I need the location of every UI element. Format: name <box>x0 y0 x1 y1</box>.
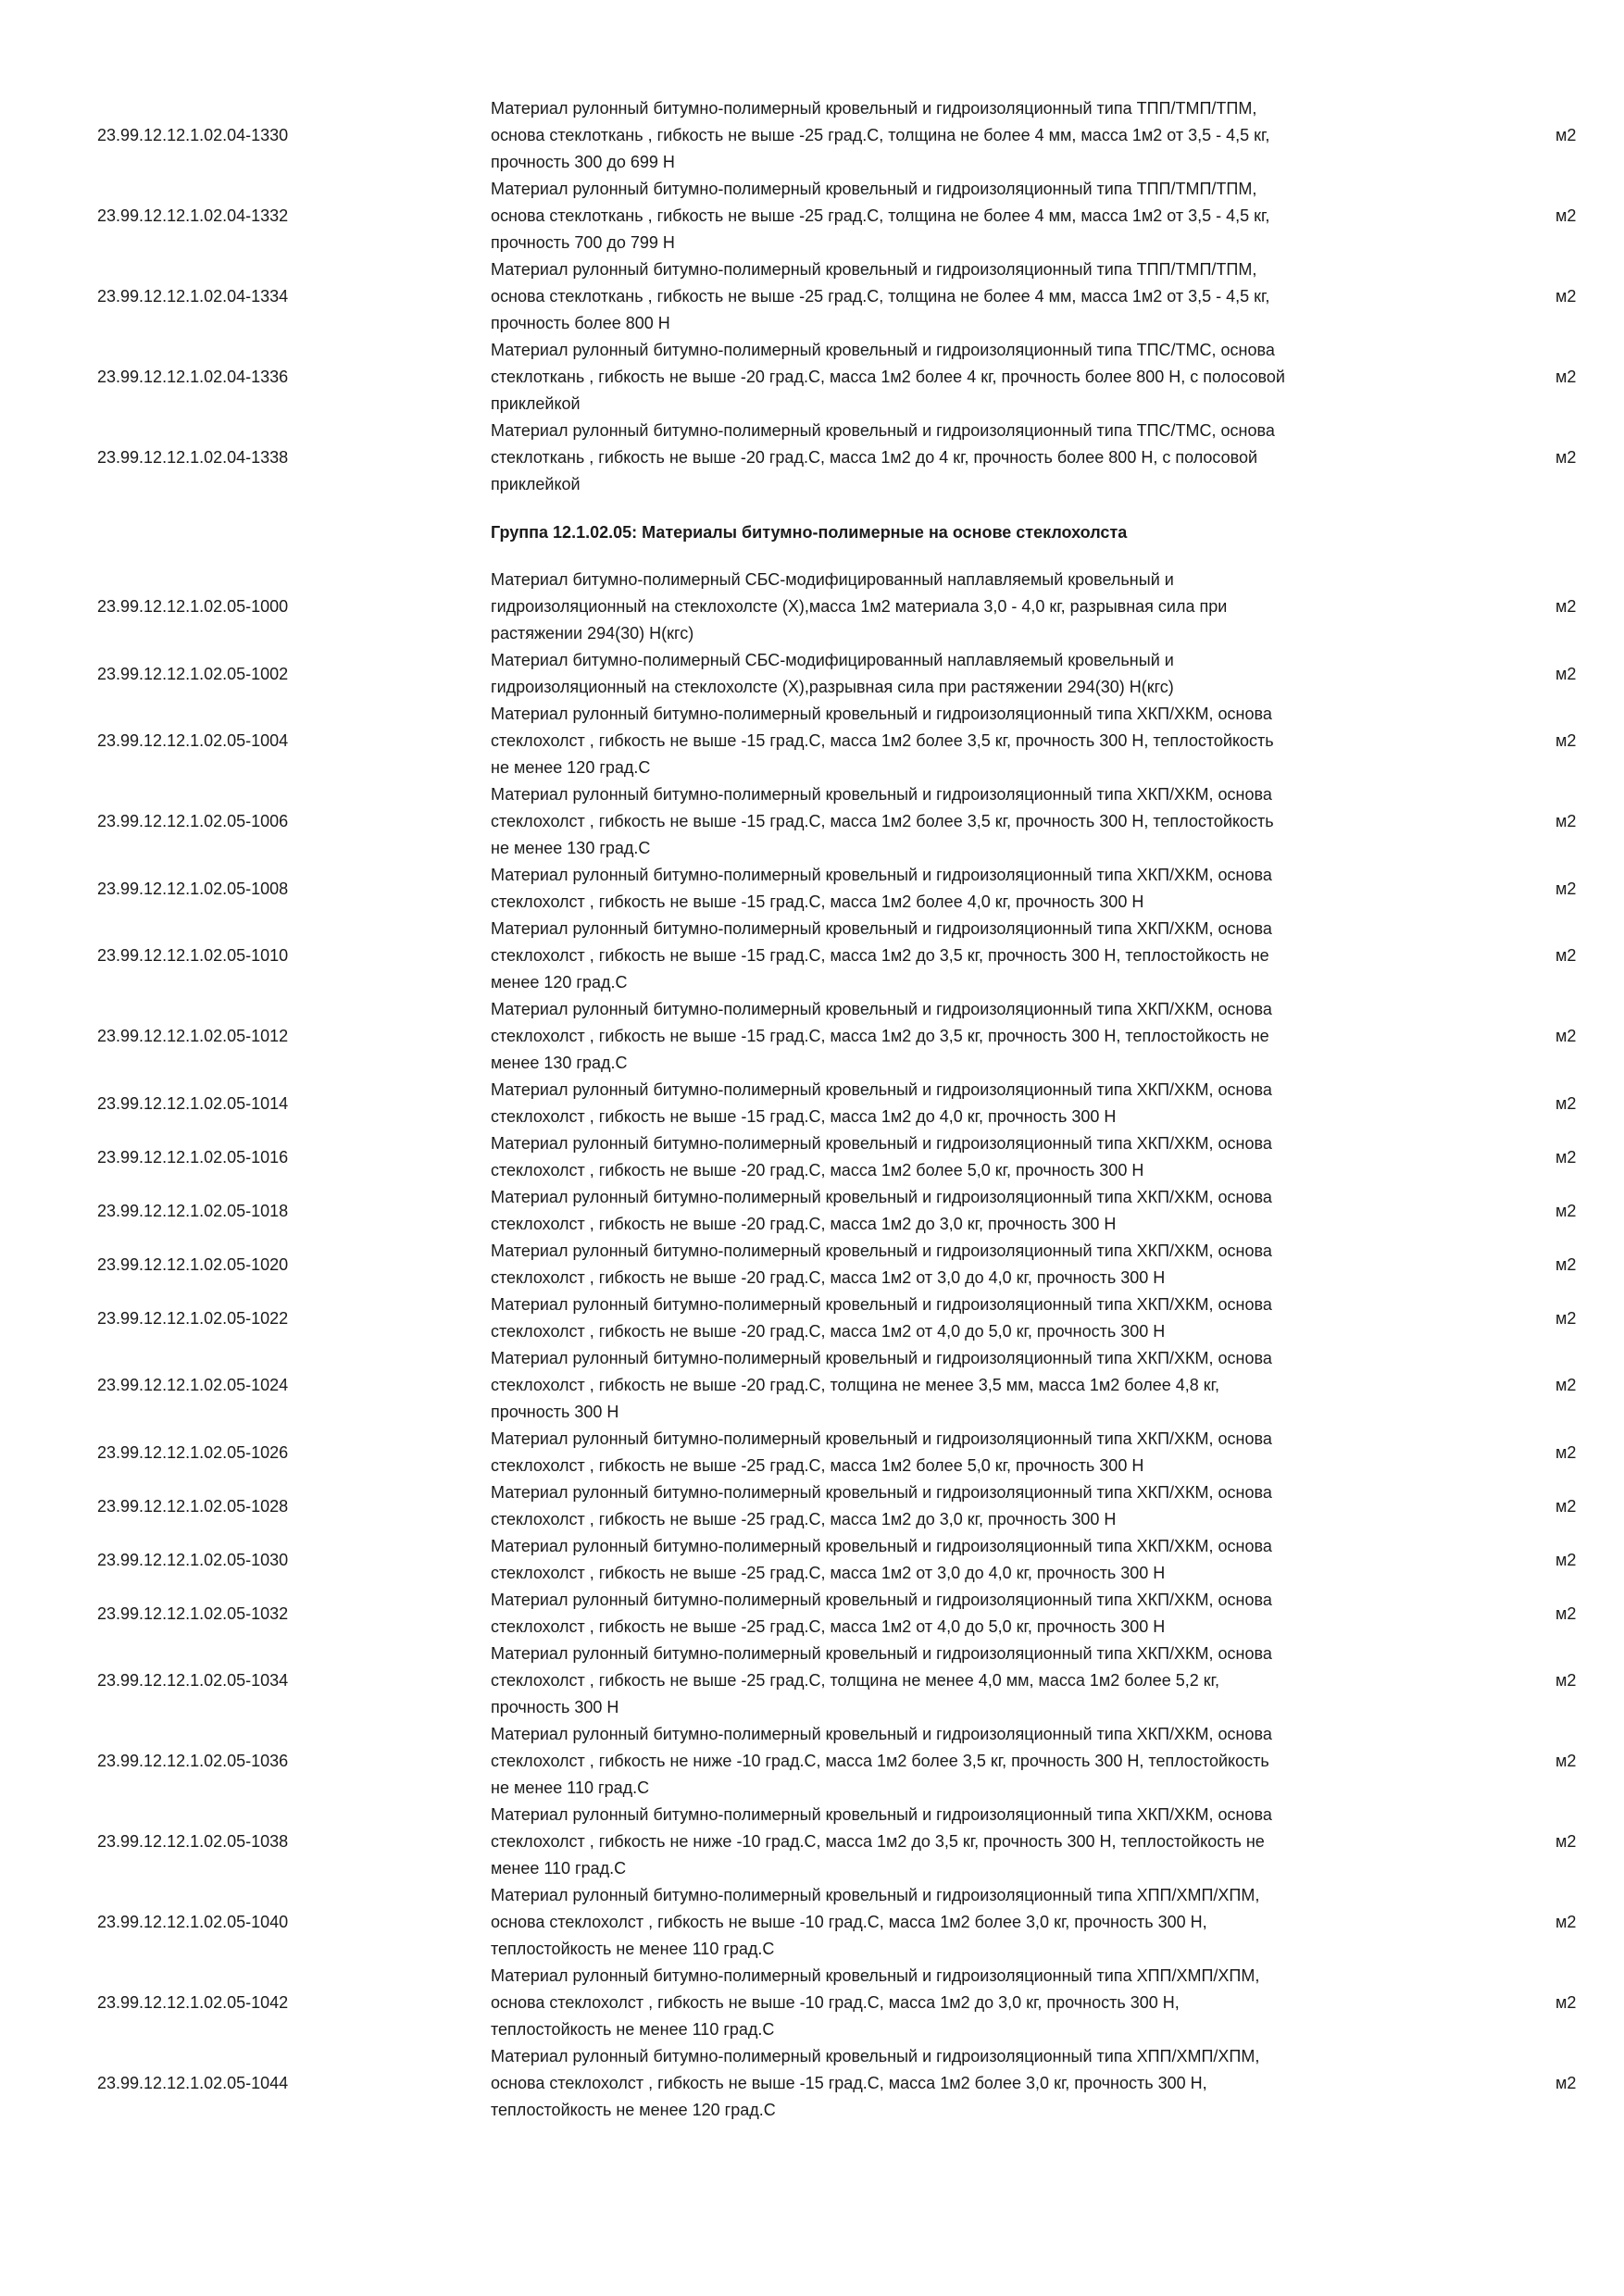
item-code: 23.99.12.12.1.02.05-1022 <box>97 1308 289 1328</box>
group-05-rows <box>0 567 1624 2124</box>
table-row <box>0 916 1624 996</box>
item-code: 23.99.12.12.1.02.04-1338 <box>97 448 289 467</box>
table-row <box>0 1479 1624 1533</box>
item-description: Материал рулонный битумно-полимерный кровельный и гидроизоляционный типа ХПП/ХМП/ХПМ, основа стеклохолст , гибкость не выше -15 град.С, масса 1м2 более 3,0 кг, прочность 300 Н, теплостойкость не менее 120 град.С <box>491 2047 1260 2119</box>
item-description: Материал рулонный битумно-полимерный кровельный и гидроизоляционный типа ХПП/ХМП/ХПМ, основа стеклохолст , гибкость не выше -10 град.С, масса 1м2 более 3,0 кг, прочность 300 Н, теплостойкость не менее 110 град.С <box>491 1886 1260 1958</box>
table-row <box>0 1802 1624 1882</box>
item-code: 23.99.12.12.1.02.04-1330 <box>97 126 289 144</box>
item-code: 23.99.12.12.1.02.05-1042 <box>97 1993 289 2012</box>
item-description: Материал рулонный битумно-полимерный кровельный и гидроизоляционный типа ХКП/ХКМ, основа стеклохолст , гибкость не выше -20 град.С, масса 1м2 до 3,0 кг, прочность 300 Н <box>491 1188 1272 1233</box>
item-description: Материал рулонный битумно-полимерный кровельный и гидроизоляционный типа ХКП/ХКМ, основа стеклохолст , гибкость не выше -20 град.С, масса 1м2 от 3,0 до 4,0 кг, прочность 300 Н <box>491 1242 1272 1287</box>
item-description: Материал рулонный битумно-полимерный кровельный и гидроизоляционный типа ХКП/ХКМ, основа стеклохолст , гибкость не выше -20 град.С, масса 1м2 более 5,0 кг, прочность 300 Н <box>491 1134 1272 1179</box>
item-description: Материал битумно-полимерный СБС-модифицированный наплавляемый кровельный и гидроизоляционный на стеклохолсте (Х),разрывная сила при растяжении 294(30) Н(кгс) <box>491 651 1174 696</box>
item-unit: м2 <box>1555 1671 1577 1690</box>
item-unit: м2 <box>1555 1832 1577 1851</box>
item-code: 23.99.12.12.1.02.05-1028 <box>97 1496 289 1516</box>
item-description: Материал рулонный битумно-полимерный кровельный и гидроизоляционный типа ХКП/ХКМ, основа стеклохолст , гибкость не выше -20 град.С, масса 1м2 от 4,0 до 5,0 кг, прочность 300 Н <box>491 1295 1272 1341</box>
item-unit: м2 <box>1555 1993 1577 2012</box>
table-row <box>0 1882 1624 1963</box>
item-description: Материал рулонный битумно-полимерный кровельный и гидроизоляционный типа ХКП/ХКМ, основа стеклохолст , гибкость не выше -15 град.С, масса 1м2 до 3,5 кг, прочность 300 Н, теплостойкость не менее 130 град.С <box>491 1000 1272 1072</box>
table-row <box>0 337 1624 418</box>
item-unit: м2 <box>1555 597 1577 616</box>
item-description: Материал рулонный битумно-полимерный кровельный и гидроизоляционный типа ТПС/ТМС, основа стеклоткань , гибкость не выше -20 град.С, масса 1м2 до 4 кг, прочность более 800 Н, с полосовой приклейкой <box>491 421 1275 493</box>
item-code: 23.99.12.12.1.02.05-1026 <box>97 1442 289 1462</box>
item-code: 23.99.12.12.1.02.05-1000 <box>97 597 289 616</box>
item-description: Материал рулонный битумно-полимерный кровельный и гидроизоляционный типа ХКП/ХКМ, основа стеклохолст , гибкость не ниже -10 град.С, масса 1м2 до 3,5 кг, прочность 300 Н, теплостойкость не менее 110 град.С <box>491 1805 1272 1878</box>
group-04-rows <box>0 95 1624 498</box>
item-description: Материал рулонный битумно-полимерный кровельный и гидроизоляционный типа ХКП/ХКМ, основа стеклохолст , гибкость не выше -25 град.С, масса 1м2 от 4,0 до 5,0 кг, прочность 300 Н <box>491 1591 1272 1636</box>
item-unit: м2 <box>1555 1550 1577 1569</box>
item-unit: м2 <box>1555 368 1577 386</box>
item-description: Материал рулонный битумно-полимерный кровельный и гидроизоляционный типа ХКП/ХКМ, основа стеклохолст , гибкость не выше -15 град.С, масса 1м2 более 4,0 кг, прочность 300 Н <box>491 866 1272 911</box>
table-row <box>0 418 1624 498</box>
item-code: 23.99.12.12.1.02.04-1332 <box>97 206 289 225</box>
item-unit: м2 <box>1555 1603 1577 1623</box>
table-row <box>0 701 1624 781</box>
item-code: 23.99.12.12.1.02.05-1044 <box>97 2074 289 2092</box>
table-row <box>0 862 1624 916</box>
item-description: Материал рулонный битумно-полимерный кровельный и гидроизоляционный типа ТПС/ТМС, основа стеклоткань , гибкость не выше -20 град.С, масса 1м2 более 4 кг, прочность более 800 Н, с полосовой приклейкой <box>491 341 1285 413</box>
item-description: Материал рулонный битумно-полимерный кровельный и гидроизоляционный типа ТПП/ТМП/ТПМ, основа стеклоткань , гибкость не выше -25 град.С, толщина не более 4 мм, масса 1м2 от 3,5 - 4,5 кг, прочность 300 до 699 Н <box>491 99 1270 171</box>
item-unit: м2 <box>1555 1147 1577 1167</box>
item-description: Материал рулонный битумно-полимерный кровельный и гидроизоляционный типа ХКП/ХКМ, основа стеклохолст , гибкость не выше -25 град.С, масса 1м2 до 3,0 кг, прочность 300 Н <box>491 1483 1272 1529</box>
item-unit: м2 <box>1555 812 1577 830</box>
item-code: 23.99.12.12.1.02.05-1012 <box>97 1027 289 1045</box>
item-unit: м2 <box>1555 1093 1577 1113</box>
item-unit: м2 <box>1555 126 1577 144</box>
table-row <box>0 256 1624 337</box>
item-unit: м2 <box>1555 1376 1577 1394</box>
price-list-sheet <box>0 95 1624 2124</box>
item-code: 23.99.12.12.1.02.04-1334 <box>97 287 289 306</box>
item-unit: м2 <box>1555 1027 1577 1045</box>
table-row <box>0 1130 1624 1184</box>
item-unit: м2 <box>1555 1254 1577 1274</box>
item-unit: м2 <box>1555 1442 1577 1462</box>
table-row <box>0 1238 1624 1292</box>
group-title: Группа 12.1.02.05: Материалы битумно-полимерные на основе стеклохолста <box>491 522 1128 542</box>
item-code: 23.99.12.12.1.02.05-1018 <box>97 1201 289 1220</box>
table-row <box>0 1184 1624 1238</box>
item-code: 23.99.12.12.1.02.05-1038 <box>97 1832 289 1851</box>
table-row <box>0 1721 1624 1802</box>
item-unit: м2 <box>1555 206 1577 225</box>
item-description: Материал рулонный битумно-полимерный кровельный и гидроизоляционный типа ХКП/ХКМ, основа стеклохолст , гибкость не ниже -10 град.С, масса 1м2 более 3,5 кг, прочность 300 Н, теплостойкость не менее 110 град.С <box>491 1725 1272 1797</box>
table-row <box>0 1426 1624 1479</box>
item-unit: м2 <box>1555 2074 1577 2092</box>
item-code: 23.99.12.12.1.02.04-1336 <box>97 368 289 386</box>
table-row <box>0 781 1624 862</box>
item-code: 23.99.12.12.1.02.05-1034 <box>97 1671 289 1690</box>
item-code: 23.99.12.12.1.02.05-1020 <box>97 1254 289 1274</box>
item-unit: м2 <box>1555 287 1577 306</box>
item-code: 23.99.12.12.1.02.05-1008 <box>97 879 289 898</box>
item-unit: м2 <box>1555 731 1577 750</box>
item-description: Материал рулонный битумно-полимерный кровельный и гидроизоляционный типа ХКП/ХКМ, основа стеклохолст , гибкость не выше -25 град.С, толщина не менее 4,0 мм, масса 1м2 более 5,2 кг, прочность 300 Н <box>491 1644 1272 1716</box>
item-description: Материал рулонный битумно-полимерный кровельный и гидроизоляционный типа ТПП/ТМП/ТПМ, основа стеклоткань , гибкость не выше -25 град.С, толщина не более 4 мм, масса 1м2 от 3,5 - 4,5 кг, прочность 700 до 799 Н <box>491 180 1270 252</box>
item-unit: м2 <box>1555 946 1577 965</box>
item-description: Материал битумно-полимерный СБС-модифицированный наплавляемый кровельный и гидроизоляционный на стеклохолсте (Х),масса 1м2 материала 3,0 - 4,0 кг, разрывная сила при растяжении 294(30) Н(кгс) <box>491 570 1228 643</box>
item-code: 23.99.12.12.1.02.05-1032 <box>97 1603 289 1623</box>
table-row <box>0 647 1624 701</box>
item-description: Материал рулонный битумно-полимерный кровельный и гидроизоляционный типа ХКП/ХКМ, основа стеклохолст , гибкость не выше -15 град.С, масса 1м2 более 3,5 кг, прочность 300 Н, теплостойкость не менее 120 град.С <box>491 705 1274 777</box>
item-unit: м2 <box>1555 1913 1577 1931</box>
item-unit: м2 <box>1555 879 1577 898</box>
table-row <box>0 176 1624 256</box>
item-code: 23.99.12.12.1.02.05-1036 <box>97 1752 289 1770</box>
table-row <box>0 567 1624 647</box>
item-code: 23.99.12.12.1.02.05-1006 <box>97 812 289 830</box>
item-code: 23.99.12.12.1.02.05-1040 <box>97 1913 289 1931</box>
item-description: Материал рулонный битумно-полимерный кровельный и гидроизоляционный типа ХКП/ХКМ, основа стеклохолст , гибкость не выше -25 град.С, масса 1м2 от 3,0 до 4,0 кг, прочность 300 Н <box>491 1537 1272 1582</box>
item-unit: м2 <box>1555 448 1577 467</box>
item-code: 23.99.12.12.1.02.05-1010 <box>97 946 289 965</box>
item-description: Материал рулонный битумно-полимерный кровельный и гидроизоляционный типа ХКП/ХКМ, основа стеклохолст , гибкость не выше -20 град.С, толщина не менее 3,5 мм, масса 1м2 более 4,8 кг, прочность 300 Н <box>491 1349 1272 1421</box>
item-code: 23.99.12.12.1.02.05-1002 <box>97 664 289 683</box>
table-row <box>0 1963 1624 2043</box>
table-row <box>0 1533 1624 1587</box>
table-row <box>0 996 1624 1077</box>
item-code: 23.99.12.12.1.02.05-1014 <box>97 1093 289 1113</box>
table-row <box>0 95 1624 176</box>
item-code: 23.99.12.12.1.02.05-1024 <box>97 1376 289 1394</box>
item-description: Материал рулонный битумно-полимерный кровельный и гидроизоляционный типа ХКП/ХКМ, основа стеклохолст , гибкость не выше -15 град.С, масса 1м2 до 3,5 кг, прочность 300 Н, теплостойкость не менее 120 град.С <box>491 919 1272 992</box>
table-row <box>0 1587 1624 1641</box>
item-description: Материал рулонный битумно-полимерный кровельный и гидроизоляционный типа ХКП/ХКМ, основа стеклохолст , гибкость не выше -25 град.С, масса 1м2 более 5,0 кг, прочность 300 Н <box>491 1429 1272 1475</box>
table-row <box>0 2043 1624 2124</box>
item-unit: м2 <box>1555 1496 1577 1516</box>
item-unit: м2 <box>1555 1201 1577 1220</box>
table-row <box>0 1345 1624 1426</box>
item-description: Материал рулонный битумно-полимерный кровельный и гидроизоляционный типа ТПП/ТМП/ТПМ, основа стеклоткань , гибкость не выше -25 град.С, толщина не более 4 мм, масса 1м2 от 3,5 - 4,5 кг, прочность более 800 Н <box>491 260 1270 332</box>
item-description: Материал рулонный битумно-полимерный кровельный и гидроизоляционный типа ХКП/ХКМ, основа стеклохолст , гибкость не выше -15 град.С, масса 1м2 до 4,0 кг, прочность 300 Н <box>491 1080 1272 1126</box>
item-description: Материал рулонный битумно-полимерный кровельный и гидроизоляционный типа ХКП/ХКМ, основа стеклохолст , гибкость не выше -15 град.С, масса 1м2 более 3,5 кг, прочность 300 Н, теплостойкость не менее 130 град.С <box>491 785 1274 857</box>
item-unit: м2 <box>1555 1308 1577 1328</box>
item-code: 23.99.12.12.1.02.05-1030 <box>97 1550 289 1569</box>
item-code: 23.99.12.12.1.02.05-1004 <box>97 731 289 750</box>
table-row <box>0 1641 1624 1721</box>
item-unit: м2 <box>1555 1752 1577 1770</box>
item-code: 23.99.12.12.1.02.05-1016 <box>97 1147 289 1167</box>
item-unit: м2 <box>1555 664 1577 683</box>
item-description: Материал рулонный битумно-полимерный кровельный и гидроизоляционный типа ХПП/ХМП/ХПМ, основа стеклохолст , гибкость не выше -10 град.С, масса 1м2 до 3,0 кг, прочность 300 Н, теплостойкость не менее 110 град.С <box>491 1966 1260 2039</box>
table-row <box>0 1292 1624 1345</box>
table-row <box>0 1077 1624 1130</box>
